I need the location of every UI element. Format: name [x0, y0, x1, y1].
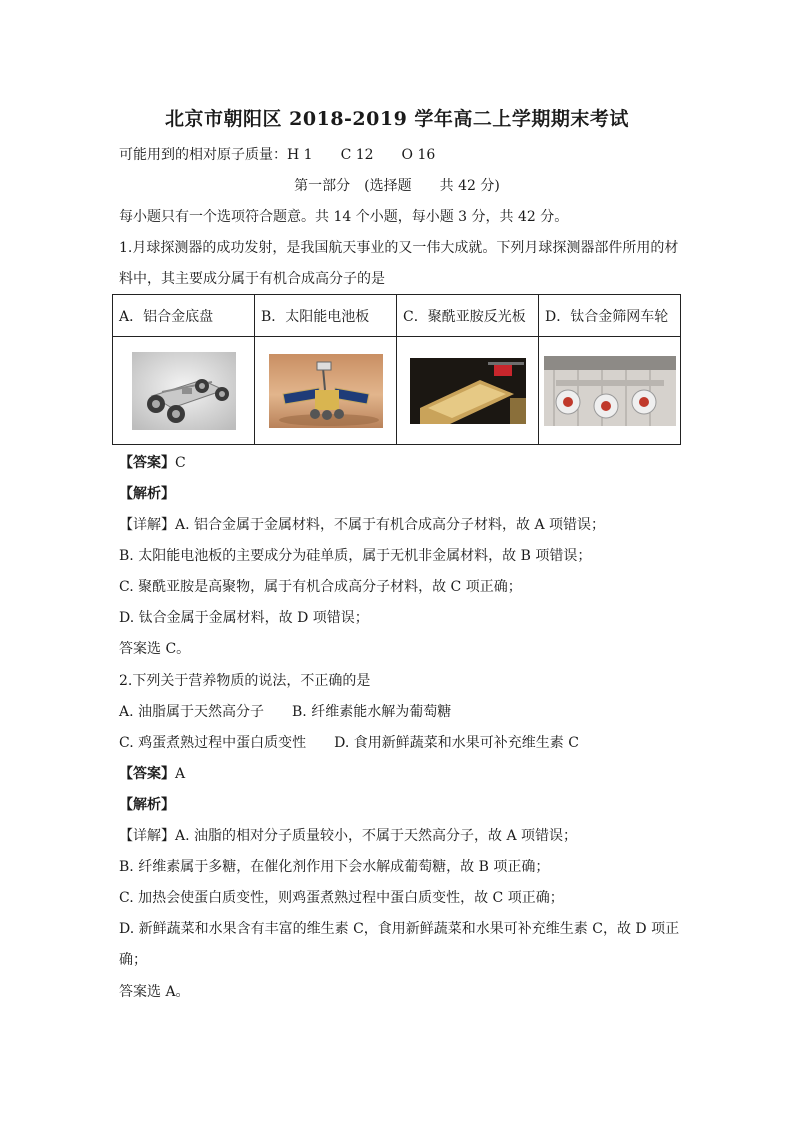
q2-options-line2: C. 鸡蛋煮熟过程中蛋白质变性 D. 食用新鲜蔬菜和水果可补充维生素 C	[119, 735, 579, 751]
aluminum-chassis-image	[132, 352, 236, 430]
option-d-label: D．钛合金筛网车轮	[539, 295, 681, 337]
titanium-mesh-wheel-image	[544, 356, 676, 426]
q2-options-line1: A. 油脂属于天然高分子 B. 纤维素能水解为葡萄糖	[119, 704, 452, 720]
polyimide-reflector-image	[410, 358, 526, 424]
option-c-label: C．聚酰亚胺反光板	[397, 295, 539, 337]
q2-stem: 2.下列关于营养物质的说法，不正确的是	[119, 673, 371, 689]
q2-analysis-tag: 【解析】	[119, 797, 175, 813]
option-c-image-cell	[397, 337, 539, 445]
answer-tag: 【答案】	[119, 766, 175, 782]
q1-answer-value: C	[175, 455, 186, 471]
q2-detail-line: 确；	[119, 952, 147, 968]
option-d-image-cell	[539, 337, 681, 445]
answer-tag: 【答案】	[119, 455, 175, 471]
q1-options-table	[112, 294, 681, 445]
q1-detail-line: D. 钛合金属于金属材料，故 D 项错误；	[119, 610, 369, 626]
q2-detail-line: C. 加热会使蛋白质变性，则鸡蛋煮熟过程中蛋白质变性，故 C 项正确；	[119, 890, 564, 906]
option-b-image-cell	[255, 337, 397, 445]
atomic-mass-line: 可能用到的相对原子质量：H 1 C 12 O 16	[119, 147, 436, 163]
instructions-line: 每小题只有一个选项符合题意。共 14 个小题，每小题 3 分，共 42 分。	[119, 209, 569, 225]
q2-detail-line: 【详解】A. 油脂的相对分子质量较小，不属于天然高分子，故 A 项错误；	[119, 828, 578, 844]
q2-detail-line: B. 纤维素属于多糖，在催化剂作用下会水解成葡萄糖，故 B 项正确；	[119, 859, 550, 875]
q2-answer-value: A	[175, 766, 186, 782]
lunar-rover-solar-panel-image	[269, 354, 383, 428]
q1-analysis-tag: 【解析】	[119, 486, 175, 502]
q1-stem-line1: 1.月球探测器的成功发射，是我国航天事业的又一伟大成就。下列月球探测器部件所用的材	[119, 240, 679, 256]
option-a-image-cell	[113, 337, 255, 445]
q1-detail-line: C. 聚酰亚胺是高聚物，属于有机合成高分子材料，故 C 项正确；	[119, 579, 522, 595]
option-a-label: A．铝合金底盘	[113, 295, 255, 337]
page-title: 北京市朝阳区 2018-2019 学年高二上学期期末考试	[165, 108, 629, 130]
q1-stem-line2: 料中，其主要成分属于有机合成高分子的是	[119, 271, 385, 287]
q2-conclusion: 答案选 A。	[119, 984, 190, 1000]
q1-detail-line: B. 太阳能电池板的主要成分为硅单质，属于无机非金属材料，故 B 项错误；	[119, 548, 592, 564]
option-b-label: B．太阳能电池板	[255, 295, 397, 337]
q2-answer-line	[119, 763, 185, 783]
q1-answer-line	[119, 452, 186, 472]
q1-conclusion: 答案选 C。	[119, 641, 191, 657]
section-title: 第一部分 (选择题 共 42 分)	[294, 178, 500, 194]
q2-detail-line: D. 新鲜蔬菜和水果含有丰富的维生素 C，食用新鲜蔬菜和水果可补充维生素 C，故 D 项正	[119, 921, 680, 937]
q1-detail-line: 【详解】A. 铝合金属于金属材料，不属于有机合成高分子材料，故 A 项错误；	[119, 517, 606, 533]
